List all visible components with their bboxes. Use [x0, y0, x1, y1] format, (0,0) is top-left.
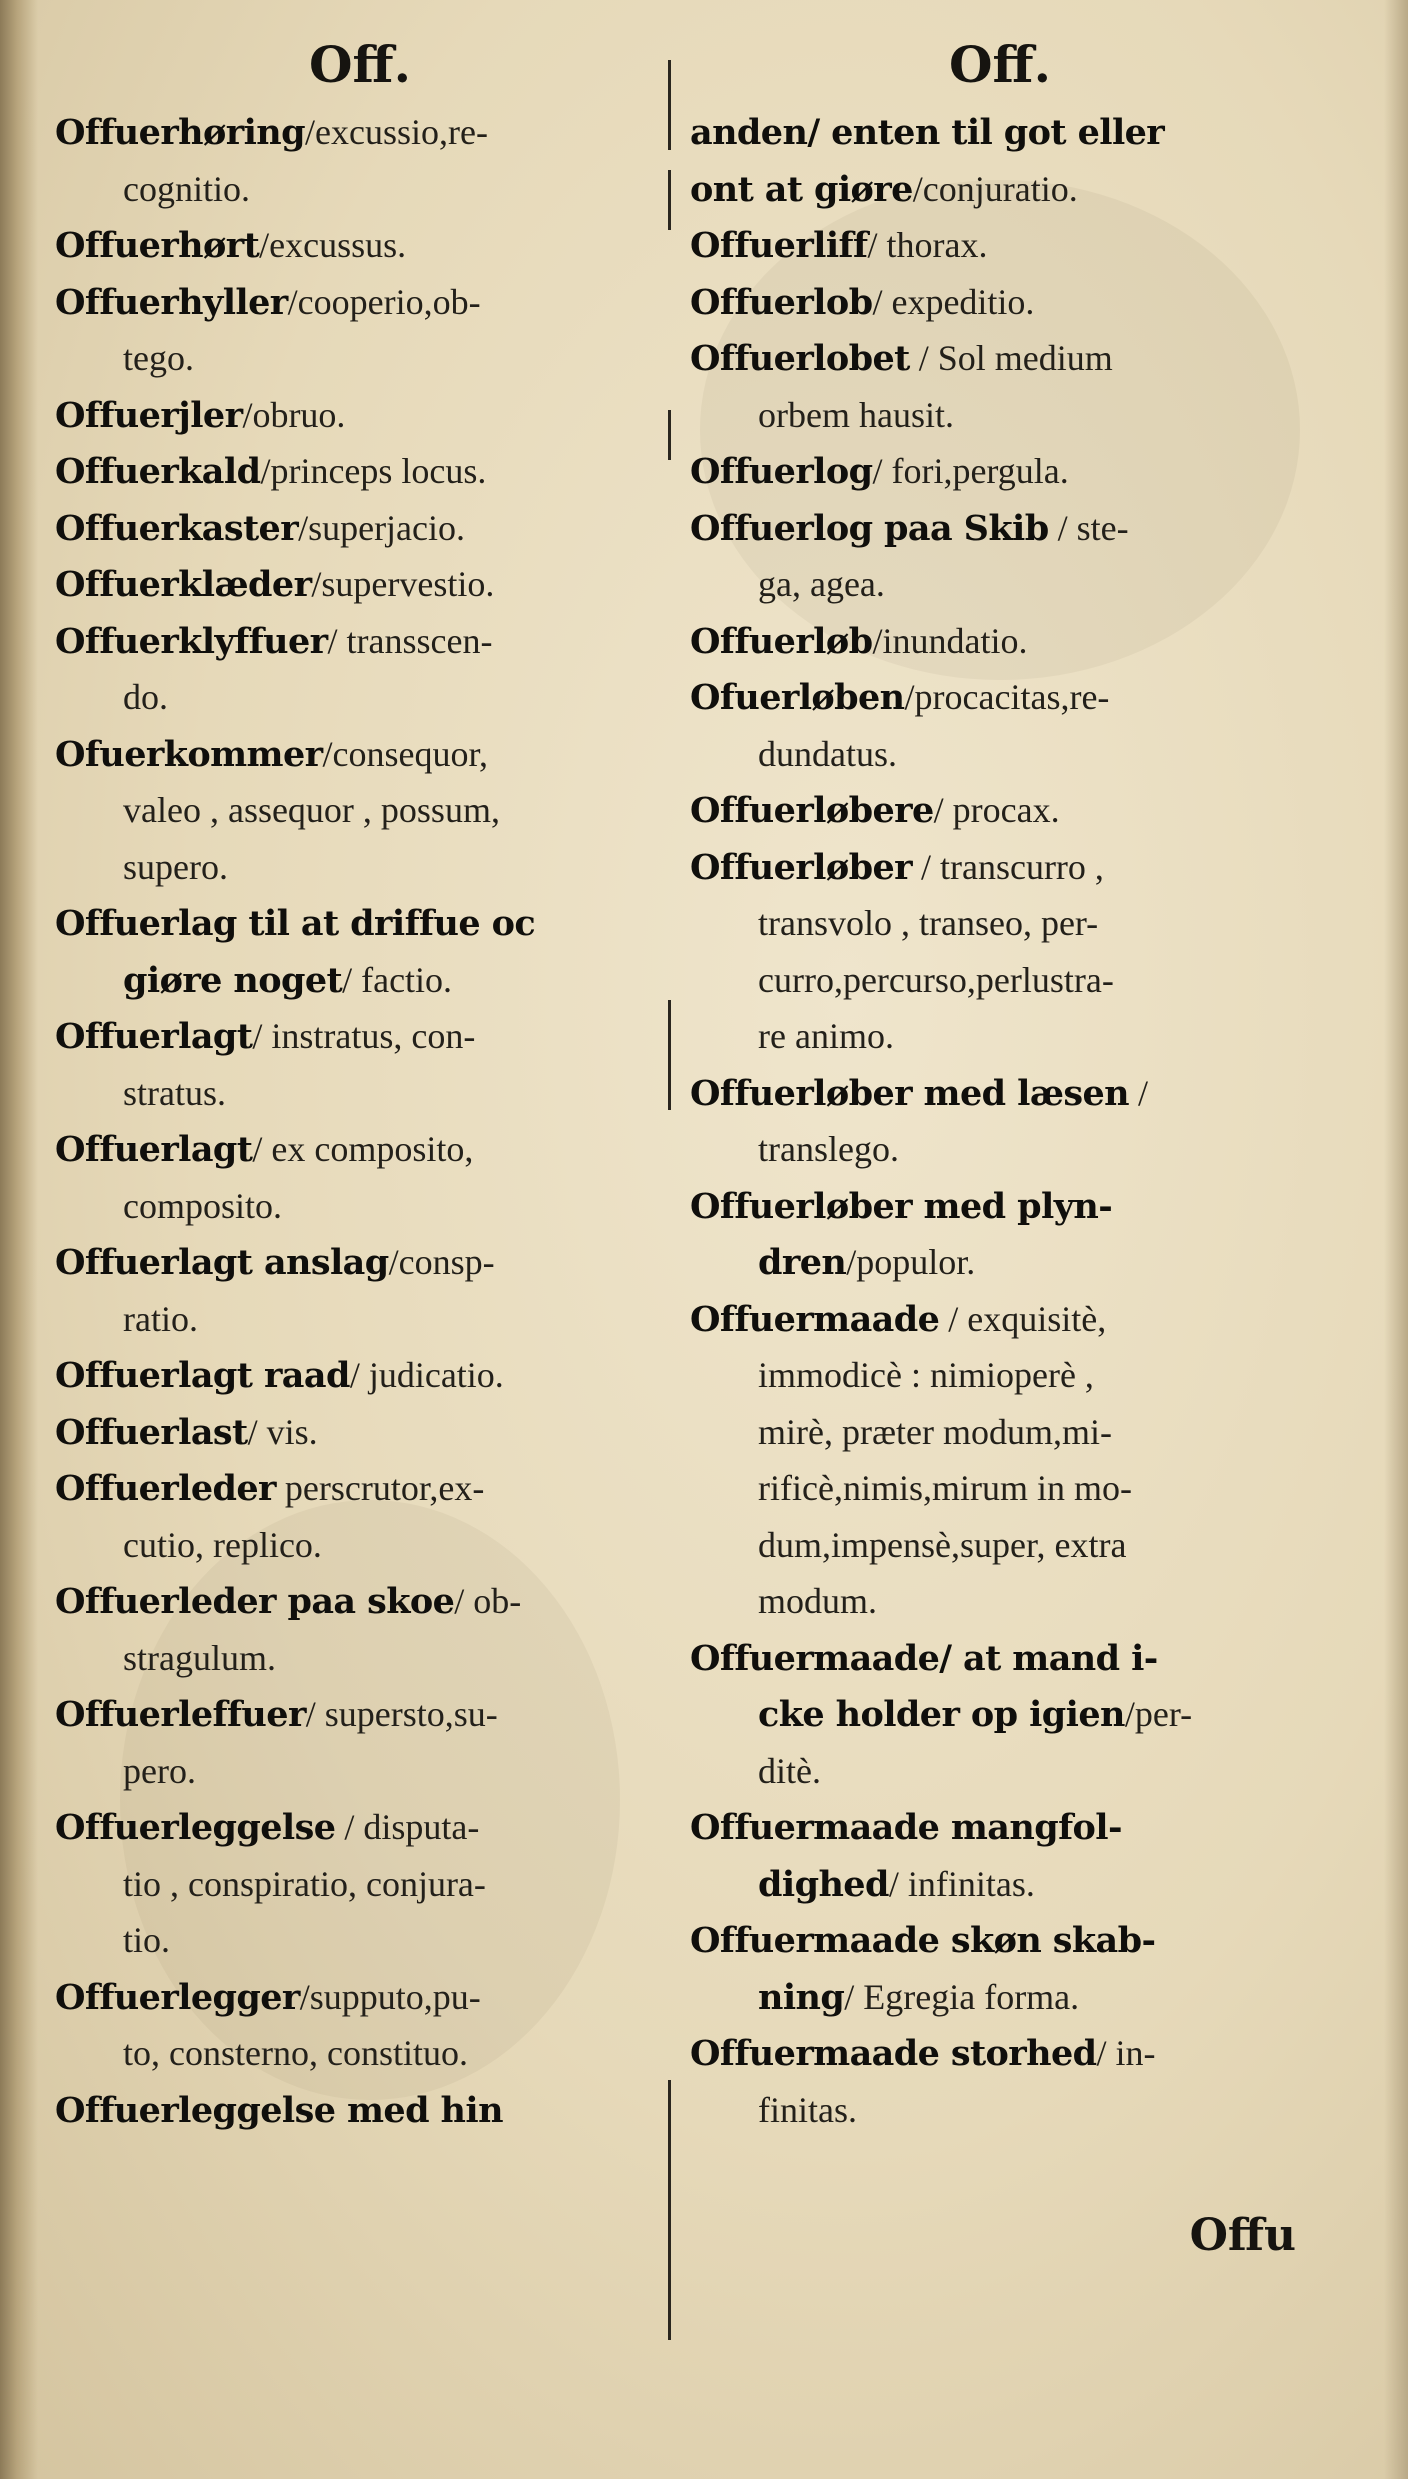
entry-line: [690, 1178, 1310, 1235]
entry-line: [690, 104, 1310, 161]
latin-gloss: rificè,nimis,mirum in mo-: [758, 1468, 1132, 1508]
headword: dren: [758, 1242, 847, 1283]
entry-line: [55, 1121, 665, 1178]
right-entries: [690, 104, 1310, 2138]
headword: giøre noget: [123, 959, 343, 1001]
running-head-left: Off.: [308, 35, 411, 94]
dictionary-entry: [55, 1404, 665, 1461]
entry-line: [55, 2082, 665, 2139]
page-edge: [1384, 0, 1408, 2479]
headword: ont at giøre: [690, 168, 913, 210]
entry-line: [690, 952, 1310, 1009]
dictionary-entry: [690, 613, 1310, 670]
entry-line: [690, 839, 1310, 896]
latin-gloss: do.: [123, 677, 168, 717]
column-rule: [668, 1000, 671, 1110]
dictionary-entry: [690, 104, 1310, 217]
column-rule: [668, 2080, 671, 2340]
column-rule: [668, 410, 671, 460]
entry-line: [55, 500, 665, 557]
entry-line: [690, 1856, 1310, 1913]
dictionary-entry: [55, 500, 665, 557]
latin-gloss: /excussus.: [259, 225, 407, 265]
latin-gloss: / in-: [1096, 2033, 1156, 2073]
dictionary-entry: [690, 839, 1310, 1065]
entry-line: [55, 1291, 665, 1348]
headword: anden/ enten til got eller: [690, 112, 1165, 153]
dictionary-entry: [55, 1799, 665, 1969]
latin-gloss: /per-: [1124, 1694, 1193, 1734]
headword: Offuerleffuer: [55, 1694, 306, 1735]
headword: Offuerlagt raad: [55, 1355, 350, 1396]
headword: Offuerkaster: [55, 507, 299, 549]
latin-gloss: ditè.: [758, 1750, 821, 1791]
headword: Offuerleggelse: [55, 1807, 336, 1848]
latin-gloss: / instratus, con-: [252, 1016, 476, 1056]
entry-line: [690, 443, 1310, 500]
latin-gloss: / expeditio.: [872, 281, 1035, 322]
latin-gloss: / procax.: [933, 790, 1060, 830]
dictionary-entry: [55, 1121, 665, 1234]
headword: Offuerlagt: [55, 1016, 253, 1057]
entry-line: [690, 1743, 1310, 1800]
dictionary-entry: [55, 1347, 665, 1404]
entry-line: [690, 1460, 1310, 1517]
latin-gloss: / Egregia forma.: [844, 1976, 1080, 2017]
headword: Offuerløbere: [690, 790, 934, 831]
latin-gloss: /cooperio,ob-: [287, 281, 481, 322]
latin-gloss: / disputa-: [335, 1807, 480, 1847]
entry-line: [690, 161, 1310, 218]
headword: Offuerklyffuer: [55, 620, 328, 662]
headword: Offuerhøring: [55, 112, 306, 153]
dictionary-entry: [55, 104, 665, 217]
latin-gloss: /obruo.: [242, 394, 346, 435]
headword: Ofuerløben: [690, 677, 905, 718]
entry-line: [690, 1630, 1310, 1687]
latin-gloss: re animo.: [758, 1016, 894, 1056]
dictionary-entry: [690, 1178, 1310, 1291]
latin-gloss: stratus.: [123, 1072, 226, 1113]
latin-gloss: cutio, replico.: [123, 1524, 322, 1565]
dictionary-entry: [690, 1630, 1310, 1800]
entry-line: [55, 613, 665, 670]
latin-gloss: dundatus.: [758, 733, 897, 774]
latin-gloss: immodicè : nimioperè ,: [758, 1355, 1094, 1395]
latin-gloss: /princeps locus.: [260, 451, 487, 491]
headword: Offuerhyller: [55, 281, 288, 323]
dictionary-entry: [690, 1912, 1310, 2025]
entry-line: [690, 782, 1310, 839]
entry-line: [690, 2025, 1310, 2082]
dictionary-entry: [690, 443, 1310, 500]
entry-line: [55, 1178, 665, 1235]
dictionary-entry: [55, 217, 665, 274]
latin-gloss: /excussio,re-: [305, 112, 488, 152]
entry-line: [690, 330, 1310, 387]
headword: Offuerløber: [690, 846, 912, 888]
entry-line: [55, 1404, 665, 1461]
latin-gloss: /supervestio.: [311, 564, 495, 604]
headword: Offuerløber med læsen: [690, 1072, 1129, 1114]
entry-line: [55, 387, 665, 444]
entry-line: [690, 669, 1310, 726]
headword: Offuerlagt: [55, 1129, 253, 1170]
entry-line: [55, 217, 665, 274]
headword: Offuerløb: [690, 620, 873, 662]
entry-line: [690, 1404, 1310, 1461]
headword: Offuerleggelse med hin: [55, 2089, 503, 2131]
headword: Offuerlag til at driffue oc: [55, 903, 536, 944]
entry-line: [690, 895, 1310, 952]
entry-line: [690, 1799, 1310, 1856]
latin-gloss: / transcurro ,: [911, 846, 1104, 887]
left-entries: [55, 104, 665, 2138]
latin-gloss: / supersto,su-: [305, 1694, 498, 1734]
headword: Offuerhørt: [55, 225, 260, 266]
latin-gloss: /: [1128, 1072, 1148, 1113]
headword: Offuerlegger: [55, 1976, 300, 2018]
entry-line: [55, 556, 665, 613]
entry-line: [55, 330, 665, 387]
latin-gloss: / ob-: [454, 1581, 522, 1621]
entry-line: [690, 1234, 1310, 1291]
entry-line: [55, 726, 665, 783]
latin-gloss: / factio.: [342, 959, 453, 1000]
latin-gloss: /consequor,: [322, 733, 488, 774]
latin-gloss: / exquisitè,: [939, 1298, 1107, 1339]
headword: Offuerlob: [690, 281, 873, 323]
latin-gloss: tio.: [123, 1920, 171, 1960]
headword: Offuerleder: [55, 1468, 276, 1509]
dictionary-entry: [55, 387, 665, 444]
latin-gloss: /supputo,pu-: [299, 1976, 481, 2017]
dictionary-entry: [55, 1008, 665, 1121]
dictionary-entry: [55, 1686, 665, 1799]
headword: Ofuerkommer: [55, 733, 323, 775]
entry-line: [55, 1460, 665, 1517]
left-column: [55, 30, 665, 2138]
entry-line: [55, 1517, 665, 1574]
latin-gloss: modum.: [758, 1581, 878, 1621]
latin-gloss: mirè, præter modum,mi-: [758, 1411, 1112, 1452]
dictionary-entry: [55, 613, 665, 726]
latin-gloss: /procacitas,re-: [904, 677, 1110, 717]
latin-gloss: /consp-: [388, 1242, 495, 1282]
dictionary-entry: [690, 217, 1310, 274]
entry-line: [690, 726, 1310, 783]
dictionary-entry: [690, 1065, 1310, 1178]
dictionary-entry: [690, 274, 1310, 331]
latin-gloss: / infinitas.: [888, 1863, 1035, 1904]
latin-gloss: /populor.: [846, 1242, 976, 1282]
dictionary-entry: [55, 556, 665, 613]
latin-gloss: cognitio.: [123, 168, 250, 209]
entry-line: [55, 1799, 665, 1856]
entry-line: [55, 2025, 665, 2082]
entry-line: [55, 1912, 665, 1969]
dictionary-entry: [690, 330, 1310, 443]
latin-gloss: to, consterno, constituo.: [123, 2033, 468, 2073]
dictionary-entry: [55, 1234, 665, 1347]
headword: Offuerklæder: [55, 564, 312, 605]
entry-line: [55, 1347, 665, 1404]
entry-line: [690, 2082, 1310, 2139]
latin-gloss: finitas.: [758, 2089, 857, 2130]
latin-gloss: / vis.: [247, 1411, 318, 1452]
headword: Offuerlagt anslag: [55, 1242, 389, 1283]
dictionary-entry: [55, 895, 665, 1008]
entry-line: [690, 1121, 1310, 1178]
headword: ning: [758, 1976, 845, 2018]
entry-line: [690, 613, 1310, 670]
headword: Offuerleder paa skoe: [55, 1581, 455, 1622]
entry-line: [55, 952, 665, 1009]
entry-line: [690, 1347, 1310, 1404]
entry-line: [55, 782, 665, 839]
headword: Offuermaade/ at mand i-: [690, 1637, 1158, 1679]
dictionary-entry: [690, 669, 1310, 782]
entry-line: [690, 217, 1310, 274]
latin-gloss: dum,impensè,super, extra: [758, 1524, 1127, 1565]
headword: Offuerlog paa Skib: [690, 507, 1049, 549]
headword: Offuerlog: [690, 451, 873, 492]
latin-gloss: / ex composito,: [252, 1129, 474, 1169]
dictionary-entry: [55, 2082, 665, 2139]
entry-line: [690, 1912, 1310, 1969]
entry-line: [690, 1686, 1310, 1743]
entry-line: [55, 1573, 665, 1630]
latin-gloss: / Sol medium: [909, 338, 1113, 378]
latin-gloss: transvolo , transeo, per-: [758, 903, 1099, 943]
entry-line: [690, 1969, 1310, 2026]
latin-gloss: / thorax.: [867, 225, 988, 265]
latin-gloss: / fori,pergula.: [872, 451, 1069, 491]
headword: Offuerkald: [55, 451, 261, 492]
entry-line: [55, 161, 665, 218]
right-column: [690, 30, 1310, 2138]
headword: Offuerlobet: [690, 338, 910, 379]
latin-gloss: /conjuratio.: [912, 168, 1078, 209]
dictionary-entry: [690, 782, 1310, 839]
dictionary-entry: [55, 726, 665, 896]
entry-line: [55, 443, 665, 500]
entry-line: [690, 1291, 1310, 1348]
latin-gloss: curro,percurso,perlustra-: [758, 959, 1114, 1000]
entry-line: [55, 1856, 665, 1913]
column-rule: [668, 60, 671, 150]
headword: Offuermaade storhed: [690, 2033, 1097, 2074]
headword: Offuerjler: [55, 394, 243, 436]
latin-gloss: pero.: [123, 1750, 196, 1791]
latin-gloss: composito.: [123, 1185, 282, 1226]
entry-line: [690, 500, 1310, 557]
dictionary-entry: [690, 1291, 1310, 1630]
latin-gloss: /inundatio.: [872, 620, 1028, 661]
entry-line: [690, 1573, 1310, 1630]
latin-gloss: stragulum.: [123, 1637, 276, 1678]
catchword: Offu: [1189, 2210, 1296, 2261]
running-head-right: Off.: [948, 35, 1051, 94]
dictionary-entry: [55, 274, 665, 387]
entry-line: [55, 1234, 665, 1291]
latin-gloss: / judicatio.: [349, 1355, 504, 1395]
dictionary-entry: [690, 1799, 1310, 1912]
entry-line: [55, 669, 665, 726]
headword: cke holder op igien: [758, 1694, 1125, 1735]
latin-gloss: tego.: [123, 338, 194, 378]
latin-gloss: valeo , assequor , possum,: [123, 790, 500, 830]
latin-gloss: / ste-: [1048, 507, 1129, 548]
entry-line: [55, 1630, 665, 1687]
entry-line: [55, 1743, 665, 1800]
entry-line: [690, 1065, 1310, 1122]
dictionary-entry: [55, 1460, 665, 1573]
entry-line: [690, 274, 1310, 331]
headword: Offuermaade skøn skab-: [690, 1920, 1156, 1961]
latin-gloss: translego.: [758, 1129, 899, 1169]
column-rule: [668, 170, 671, 230]
headword: Offuerlast: [55, 1411, 248, 1453]
headword: dighed: [758, 1863, 889, 1905]
page-gutter-shadow: [0, 0, 38, 2479]
entry-line: [55, 895, 665, 952]
entry-line: [690, 556, 1310, 613]
dictionary-entry: [690, 500, 1310, 613]
latin-gloss: ratio.: [123, 1298, 198, 1339]
entry-line: [55, 104, 665, 161]
latin-gloss: orbem hausit.: [758, 394, 954, 435]
latin-gloss: /superjacio.: [298, 507, 466, 548]
entry-line: [55, 1969, 665, 2026]
entry-line: [690, 1517, 1310, 1574]
latin-gloss: tio , conspiratio, conjura-: [123, 1863, 486, 1904]
latin-gloss: perscrutor,ex-: [275, 1468, 485, 1508]
dictionary-entry: [690, 2025, 1310, 2138]
entry-line: [55, 1065, 665, 1122]
latin-gloss: supero.: [123, 846, 228, 887]
headword: Offuerløber med plyn-: [690, 1185, 1113, 1227]
entry-line: [55, 1686, 665, 1743]
entry-line: [690, 1008, 1310, 1065]
headword: Offuermaade: [690, 1298, 940, 1340]
dictionary-entry: [55, 1573, 665, 1686]
entry-line: [690, 387, 1310, 444]
latin-gloss: ga, agea.: [758, 564, 885, 604]
headword: Offuerliff: [690, 225, 868, 266]
headword: Offuermaade mangfol-: [690, 1807, 1122, 1848]
entry-line: [55, 1008, 665, 1065]
dictionary-entry: [55, 1969, 665, 2082]
dictionary-entry: [55, 443, 665, 500]
entry-line: [55, 274, 665, 331]
latin-gloss: / transscen-: [327, 620, 493, 661]
entry-line: [55, 839, 665, 896]
